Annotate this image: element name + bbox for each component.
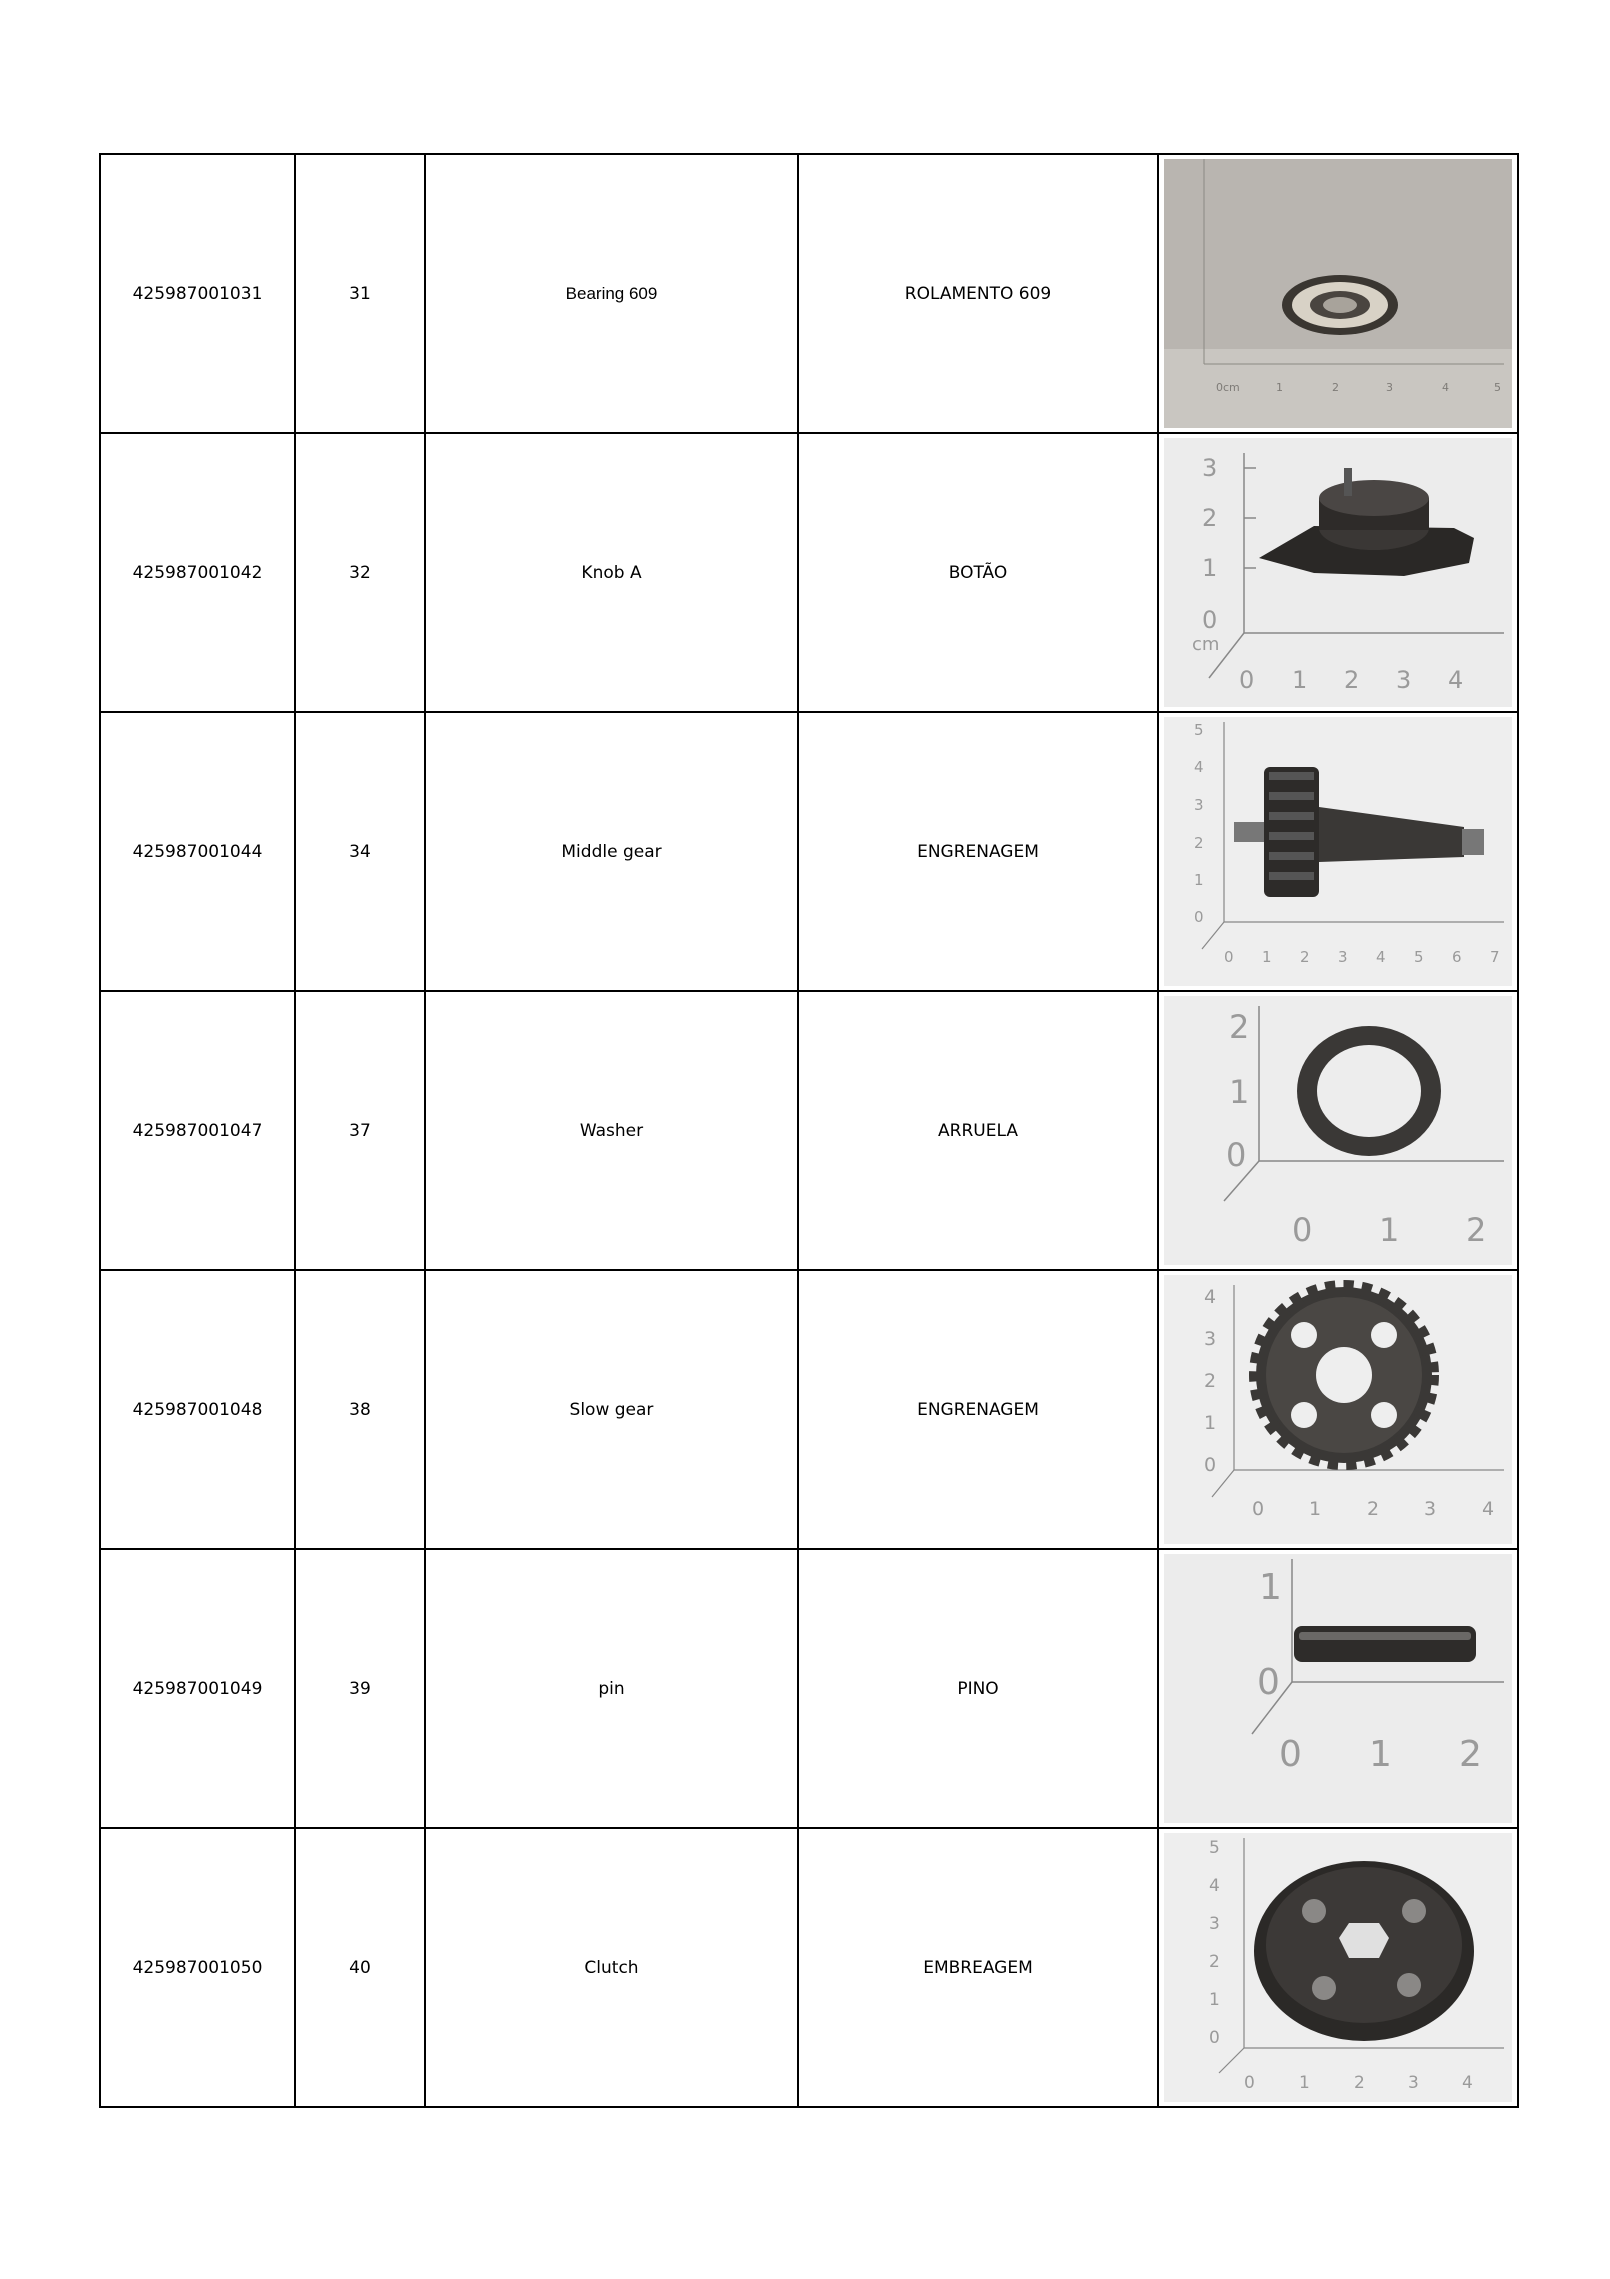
ruler-tick-label: 0	[1194, 908, 1204, 926]
ruler-unit-label: cm	[1192, 634, 1220, 655]
ruler-tick-label: 4	[1204, 1286, 1217, 1308]
part-photo-cell	[1158, 433, 1518, 712]
position-cell: 40	[295, 1828, 425, 2107]
table-row	[100, 1549, 1518, 1828]
ruler-tick-label: 0	[1279, 1734, 1302, 1775]
parts-table	[99, 153, 1519, 2108]
clutch-photo	[1164, 1833, 1512, 2102]
part-photo-cell	[1158, 154, 1518, 433]
ruler-tick-label: 3	[1408, 2073, 1419, 2093]
position-cell: 31	[295, 154, 425, 433]
ruler-tick-label: 5	[1494, 381, 1501, 394]
part-photo-cell	[1158, 1549, 1518, 1828]
ruler-tick-label: 6	[1452, 948, 1462, 966]
position-cell: 34	[295, 712, 425, 991]
ruler-tick-label: 0	[1224, 948, 1234, 966]
ruler-tick-label: 2	[1332, 381, 1339, 394]
portuguese-name-cell: EMBREAGEM	[798, 1828, 1158, 2107]
part-photo-cell	[1158, 1828, 1518, 2107]
ruler-tick-label: 2	[1229, 1008, 1250, 1046]
ruler-tick-label: 2	[1459, 1734, 1482, 1775]
english-name-cell: Washer	[425, 991, 798, 1270]
part-code-cell: 425987001050	[100, 1828, 295, 2107]
ruler-tick-label: 1	[1309, 1498, 1322, 1520]
ruler-tick-label: 3	[1194, 796, 1204, 814]
ruler-tick-label: 0	[1292, 1211, 1313, 1249]
clutch-icon	[1164, 1833, 1512, 2102]
portuguese-name-cell: ENGRENAGEM	[798, 1270, 1158, 1549]
ruler-tick-label: 1	[1259, 1567, 1282, 1608]
ruler-tick-label: 7	[1490, 948, 1500, 966]
portuguese-name-cell: ARRUELA	[798, 991, 1158, 1270]
ruler-tick-label: 1	[1292, 666, 1308, 694]
ruler-tick-label: 1	[1202, 554, 1218, 582]
ruler-tick-label: 0	[1209, 2028, 1220, 2048]
ruler-tick-label: 1	[1262, 948, 1272, 966]
bearing-photo	[1164, 159, 1512, 428]
ruler-tick-label: 3	[1424, 1498, 1437, 1520]
ruler-tick-label: 2	[1466, 1211, 1487, 1249]
portuguese-name-cell: ENGRENAGEM	[798, 712, 1158, 991]
part-photo-cell	[1158, 991, 1518, 1270]
position-cell: 39	[295, 1549, 425, 1828]
part-photo-cell	[1158, 712, 1518, 991]
part-code-cell: 425987001031	[100, 154, 295, 433]
ruler-tick-label: 1	[1204, 1412, 1217, 1434]
part-code-cell: 425987001047	[100, 991, 295, 1270]
ruler-tick-label: 3	[1386, 381, 1393, 394]
ruler-tick-label: 2	[1354, 2073, 1365, 2093]
middle-gear-photo	[1164, 717, 1512, 986]
pin-icon	[1164, 1554, 1512, 1823]
ruler-tick-label: 2	[1367, 1498, 1380, 1520]
ruler-tick-label: 1	[1194, 871, 1204, 889]
ruler-tick-label: 1	[1299, 2073, 1310, 2093]
ruler-tick-label: 4	[1448, 666, 1464, 694]
ruler-tick-label: 2	[1194, 834, 1204, 852]
english-name-cell: Slow gear	[425, 1270, 798, 1549]
ruler-tick-label: 3	[1204, 1328, 1217, 1350]
ruler-tick-label: 3	[1338, 948, 1348, 966]
ruler-tick-label: 1	[1369, 1734, 1392, 1775]
part-photo-cell	[1158, 1270, 1518, 1549]
ruler-tick-label: 2	[1209, 1952, 1220, 1972]
part-code-cell: 425987001044	[100, 712, 295, 991]
part-code-cell: 425987001049	[100, 1549, 295, 1828]
ruler-tick-label: 0cm	[1216, 381, 1240, 394]
table-row	[100, 433, 1518, 712]
ruler-tick-label: 0	[1202, 606, 1218, 634]
ruler-tick-label: 4	[1376, 948, 1386, 966]
ruler-tick-label: 0	[1204, 1454, 1217, 1476]
ruler-tick-label: 4	[1442, 381, 1449, 394]
washer-photo	[1164, 996, 1512, 1265]
ruler-tick-label: 2	[1204, 1370, 1217, 1392]
ruler-tick-label: 4	[1209, 1876, 1220, 1896]
ruler-tick-label: 0	[1257, 1662, 1280, 1703]
ruler-tick-label: 2	[1344, 666, 1360, 694]
table-row	[100, 991, 1518, 1270]
ruler-tick-label: 3	[1396, 666, 1412, 694]
ruler-tick-label: 5	[1209, 1838, 1220, 1858]
ruler-tick-label: 0	[1226, 1136, 1247, 1174]
ruler-tick-label: 0	[1252, 1498, 1265, 1520]
position-cell: 37	[295, 991, 425, 1270]
ruler-tick-label: 5	[1194, 721, 1204, 739]
portuguese-name-cell: ROLAMENTO 609	[798, 154, 1158, 433]
table-row	[100, 712, 1518, 991]
english-name-cell: Knob A	[425, 433, 798, 712]
bearing-icon	[1164, 159, 1512, 428]
ruler-tick-label: 1	[1379, 1211, 1400, 1249]
ruler-tick-label: 3	[1209, 1914, 1220, 1934]
gear-icon	[1164, 1275, 1512, 1544]
ruler-tick-label: 0	[1244, 2073, 1255, 2093]
ruler-tick-label: 0	[1239, 666, 1255, 694]
english-name-cell: Middle gear	[425, 712, 798, 991]
ruler-tick-label: 4	[1482, 1498, 1495, 1520]
position-cell: 32	[295, 433, 425, 712]
ruler-tick-label: 4	[1462, 2073, 1473, 2093]
slow-gear-photo	[1164, 1275, 1512, 1544]
part-code-cell: 425987001042	[100, 433, 295, 712]
table-row	[100, 1270, 1518, 1549]
ruler-tick-label: 2	[1300, 948, 1310, 966]
pin-photo	[1164, 1554, 1512, 1823]
position-cell: 38	[295, 1270, 425, 1549]
ruler-tick-label: 5	[1414, 948, 1424, 966]
english-name-cell: pin	[425, 1549, 798, 1828]
knob-photo	[1164, 438, 1512, 707]
ruler-tick-label: 4	[1194, 758, 1204, 776]
english-name-cell: Bearing 609	[425, 154, 798, 433]
ruler-tick-label: 1	[1229, 1073, 1250, 1111]
washer-icon	[1164, 996, 1512, 1265]
ruler-tick-label: 1	[1276, 381, 1283, 394]
ruler-tick-label: 1	[1209, 1990, 1220, 2010]
portuguese-name-cell: PINO	[798, 1549, 1158, 1828]
part-code-cell: 425987001048	[100, 1270, 295, 1549]
ruler-tick-label: 3	[1202, 454, 1218, 482]
english-name-cell: Clutch	[425, 1828, 798, 2107]
portuguese-name-cell: BOTÃO	[798, 433, 1158, 712]
knob-icon	[1164, 438, 1512, 707]
table-row	[100, 1828, 1518, 2107]
table-row	[100, 154, 1518, 433]
shaft-gear-icon	[1164, 717, 1512, 986]
ruler-tick-label: 2	[1202, 504, 1218, 532]
